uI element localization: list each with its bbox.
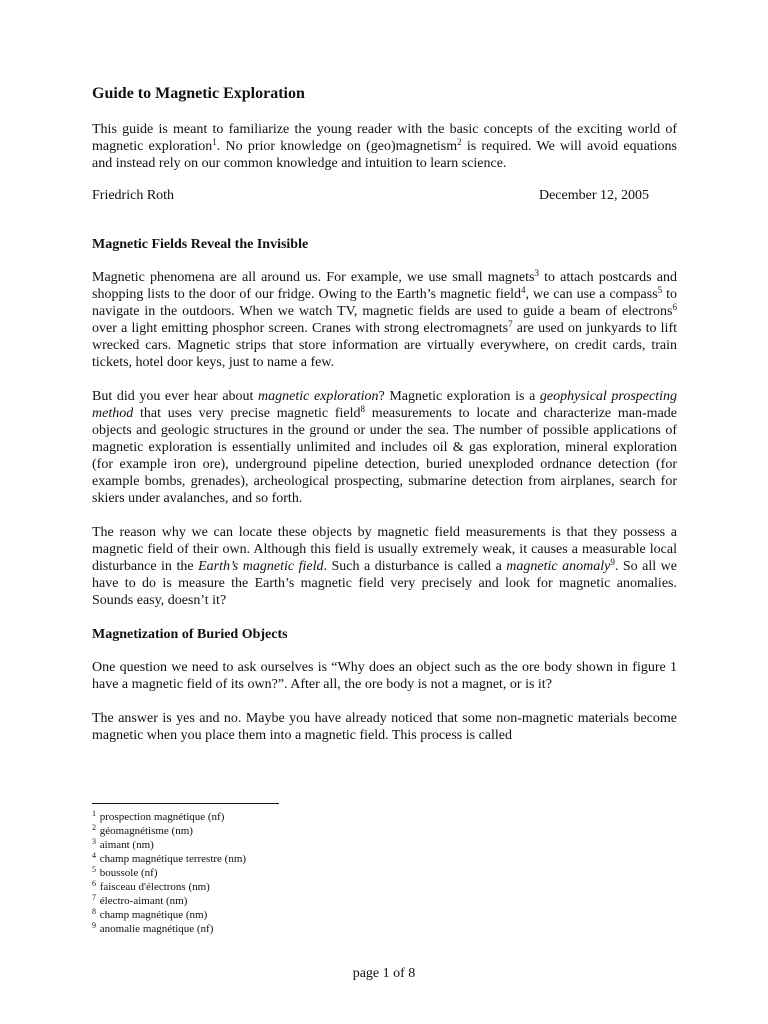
footnote-item [92,838,492,852]
emphasis: Earth’s magnetic field [198,559,324,574]
text-run: This guide is meant to familiarize the young reader with the basic concepts of the exciting world of magnetic exploration [92,122,677,154]
footnote-number: 1 [92,809,96,818]
footnote-number: 2 [92,823,96,832]
author: Friedrich Roth [92,188,175,203]
footnote-ref: 1 [212,137,217,147]
footnotes [92,803,492,936]
footnote-number: 6 [92,879,96,888]
footnote-ref: 4 [521,285,526,295]
text-run: . So all we have to do is measure the Earth’s magnetic field very precisely and look for magnetic anomalies. Sounds easy, doesn’t it? [92,559,677,608]
body-paragraph [92,388,677,507]
footnote-text: faisceau d'électrons (nm) [97,881,210,893]
document-body [92,84,677,744]
footnote-text: aimant (nm) [97,839,154,851]
section-heading: Magnetic Fields Reveal the Invisible [92,237,309,252]
footnote-ref: 6 [672,302,677,312]
text-run: are used on junkyards to lift wrecked cars. Magnetic strips that store information are virtually everywhere, on credit cards, train tickets, hotel door keys, just to name a few. [92,321,678,370]
document-title: Guide to Magnetic Exploration [92,85,305,102]
footnote-item [92,908,492,922]
text-run: Magnetic phenomena are all around us. For example, we use small magnets [92,270,535,285]
footnote-number: 8 [92,907,96,916]
footnote-text: géomagnétisme (nm) [97,825,193,837]
text-run: , we can use a compass [525,287,658,302]
footnote-item [92,866,492,880]
date: December 12, 2005 [538,188,649,203]
text-run: to attach postcards and shopping lists to the door of our fridge. Owing to the Earth’s magnetic field [92,270,677,302]
intro-paragraph [92,121,677,172]
body-paragraph [92,710,677,744]
text-run: But did you ever hear about [92,389,259,404]
footnote-number: 5 [92,865,96,874]
footnote-item [92,894,492,908]
footnote-ref: 5 [657,285,663,295]
footnote-item [92,824,492,838]
footnote-divider [92,803,279,804]
text-run: over a light emitting phosphor screen. Cranes with strong electromagnets [92,321,509,336]
footnote-list [92,810,492,936]
footnote-text: champ magnétique (nm) [97,909,208,921]
body-paragraph [92,524,677,609]
emphasis: geophysical prospecting method [92,389,677,421]
footnote-number: 7 [92,893,96,902]
text-run: . Such a disturbance is called a [323,559,507,574]
page-number: page 1 of 8 [352,966,416,981]
text-run: The answer is yes and no. Maybe you have already noticed that some non-magnetic materials become magnetic when you place them into a magnetic field. This process is called [92,711,677,743]
footnote-item [92,880,492,894]
footnote-text: boussole (nf) [97,867,158,879]
body-paragraph [92,659,677,693]
footnote-ref: 2 [457,137,462,147]
footnote-number: 3 [92,837,96,846]
footnote-ref: 3 [534,268,539,278]
section-heading: Magnetization of Buried Objects [92,627,288,642]
footnote-text: électro-aimant (nm) [97,895,188,907]
byline [92,187,649,204]
emphasis: magnetic anomaly [506,559,611,574]
footnote-item [92,922,492,936]
footnote-ref: 8 [360,404,366,414]
footnote-number: 4 [92,851,96,860]
footnote-ref: 9 [610,557,615,567]
footnote-item [92,852,492,866]
text-run: One question we need to ask ourselves is “Why does an object such as the ore body shown in figure 1 have a magnetic field of its own?”. After all, the ore body is not a magnet, or is it? [92,660,677,692]
text-run: is required. We will avoid equations and instead rely on our common knowledge and intuition to learn science. [92,139,677,171]
text-run: . No prior knowledge on (geo)magnetism [216,139,458,154]
emphasis: magnetic exploration [258,389,379,404]
footnote-number: 9 [92,921,96,930]
footnote-text: champ magnétique terrestre (nm) [97,853,247,865]
text-run: The reason why we can locate these objects by magnetic field measurements is that they possess a magnetic field of their own. Although this field is usually extremely weak, it causes a measurable local disturbance in the [92,525,677,574]
text-run: that uses very precise magnetic field [133,406,361,421]
sections [92,236,677,744]
text-run: measurements to locate and characterize man-made objects and geologic structures in the ground or under the sea. The number of possible applications of magnetic exploration is essentially unlimited and includes oil & gas exploration, mineral exploration (for example iron ore), underground pipeline detection, buried unexploded ordnance detection (for example bombs, grenades), archeological prospecting, submarine detection from airplanes, search for skiers under avalanches, and so forth. [92,406,678,506]
text-run: to navigate in the outdoors. When we watch TV, magnetic fields are used to guide a beam of electrons [92,287,678,319]
footnote-text: anomalie magnétique (nf) [97,923,214,935]
footnote-ref: 7 [508,319,513,329]
body-paragraph [92,269,677,371]
footnote-text: prospection magnétique (nf) [97,811,225,823]
text-run: ? Magnetic exploration is a [378,389,540,404]
footnote-item [92,810,492,824]
